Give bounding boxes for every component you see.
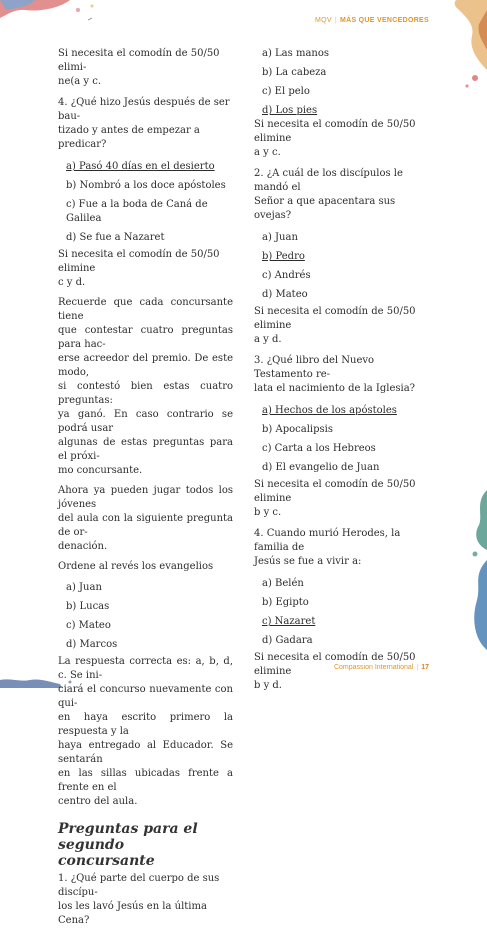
answer-option: b) La cabeza xyxy=(262,67,327,78)
text-line: ciará el concurso nuevamente con qui- xyxy=(58,684,233,709)
paragraph-instruction xyxy=(58,484,233,554)
answer-option: a) Las manos xyxy=(262,48,329,59)
page-number: 17 xyxy=(421,664,429,671)
question-line: 3. ¿Qué libro del Nuevo Testamento re- xyxy=(254,355,375,380)
question-line: 4. Cuando murió Herodes, la familia de xyxy=(254,528,401,553)
answer-correct: c) Nazaret xyxy=(262,616,316,627)
question-line: 4. ¿Qué hizo Jesús después de ser bau- xyxy=(58,97,230,122)
order-question: Ordene al revés los evangelios xyxy=(58,561,214,572)
answer-option: d) Mateo xyxy=(262,289,308,300)
hint-line: Si necesita el comodín de 50/50 elimine xyxy=(58,249,220,274)
hint-line: Si necesita el comodín de 50/50 elimine xyxy=(254,479,416,504)
text-line: denación. xyxy=(58,541,108,552)
answer-correct: a) Pasó 40 días en el desierto xyxy=(66,161,215,172)
text-line: en haya escrito primero la respuesta y la xyxy=(58,712,233,737)
text-line: La respuesta correcta es: a, b, d, c. Se ini- xyxy=(58,656,233,681)
text-line: mo concursante. xyxy=(58,465,143,476)
answer-option: c) Carta a los Hebreos xyxy=(262,443,376,454)
running-header: MQV | MÁS QUE VENCEDORES xyxy=(314,17,429,24)
text-line: centro del aula. xyxy=(58,796,138,807)
footer-org: Compassion International xyxy=(333,664,414,671)
hint-line: Si necesita el comodín de 50/50 elimine xyxy=(254,306,416,331)
hint-line: Si necesita el comodín de 50/50 elimi- xyxy=(58,48,220,73)
answer-option: a) Juan xyxy=(66,582,102,593)
answer-option: c) Andrés xyxy=(262,270,311,281)
hint-line: Si necesita el comodín de 50/50 elimine xyxy=(254,652,416,677)
answer-option: d) Se fue a Nazaret xyxy=(66,232,165,243)
answer-option: b) Lucas xyxy=(66,601,110,612)
hint-line: b y d. xyxy=(254,680,282,691)
paragraph-rules xyxy=(58,296,233,478)
left-column xyxy=(58,47,233,928)
question-line: lata el nacimiento de la Iglesia? xyxy=(254,383,416,394)
paragraph-answer xyxy=(58,655,233,809)
paint-splash-top-right xyxy=(427,0,487,95)
answer-option: b) Nombró a los doce apóstoles xyxy=(66,180,226,191)
answer-option: c) Mateo xyxy=(66,620,111,631)
page-footer: Compassion International | 17 xyxy=(333,664,429,671)
text-line: en las sillas ubicadas frente a frente en el xyxy=(58,768,233,793)
right-column xyxy=(254,47,431,693)
text-line: haya entregado al Educador. Se sentarán xyxy=(58,740,233,765)
hint-line: a y d. xyxy=(254,334,282,345)
hint-line: ne(a y c. xyxy=(58,76,102,87)
section-heading xyxy=(58,821,233,869)
header-section: MÁS QUE VENCEDORES xyxy=(339,17,429,24)
answer-correct: b) Pedro xyxy=(262,251,305,262)
answer-option: d) El evangelio de Juan xyxy=(262,462,380,473)
heading-line: Preguntas para el segundo xyxy=(58,821,198,853)
header-code: MQV xyxy=(314,17,332,24)
answer-option: c) El pelo xyxy=(262,86,310,97)
text-line: erse acreedor del premio. De este modo, xyxy=(58,353,233,378)
text-line: ya ganó. En caso contrario se podrá usar xyxy=(58,409,233,434)
answer-option: c) Fue a la boda de Caná de Galilea xyxy=(66,199,208,224)
text-line: Ahora ya pueden jugar todos los jóvenes xyxy=(58,485,233,510)
text-line: Recuerde que cada concursante tiene xyxy=(58,297,233,322)
answer-option: a) Juan xyxy=(262,232,298,243)
hint-line: a y c. xyxy=(254,147,281,158)
text-line: si contestó bien estas cuatro preguntas: xyxy=(58,381,233,406)
question-line: tizado y antes de empezar a predicar? xyxy=(58,125,200,150)
hint-line: c y d. xyxy=(58,277,86,288)
question-line: Jesús se fue a vivir a: xyxy=(254,556,362,567)
hint-line: Si necesita el comodín de 50/50 elimine xyxy=(254,119,416,144)
answer-option: b) Egipto xyxy=(262,597,309,608)
text-line: que contestar cuatro preguntas para hac- xyxy=(58,325,233,350)
answer-option: d) Gadara xyxy=(262,635,313,646)
answer-option: d) Marcos xyxy=(66,639,118,650)
text-line: del aula con la siguiente pregunta de or- xyxy=(58,513,233,538)
answer-option: b) Apocalipsis xyxy=(262,424,333,435)
paint-splash-top-left xyxy=(0,0,120,40)
question-line: Señor a que apacentara sus ovejas? xyxy=(254,196,396,221)
answer-correct: d) Los pies xyxy=(262,105,318,116)
heading-line: concursante xyxy=(58,853,155,869)
question-line: los les lavó Jesús en la última Cena? xyxy=(58,901,207,926)
answer-correct: a) Hechos de los apóstoles xyxy=(262,405,397,416)
question-line: 1. ¿Qué parte del cuerpo de sus discípu- xyxy=(58,873,220,898)
text-line: algunas de estas preguntas para el próxi- xyxy=(58,437,233,462)
question-line: 2. ¿A cuál de los discípulos le mandó el xyxy=(254,168,403,193)
paint-splash-bottom-right xyxy=(457,490,487,660)
hint-line: b y c. xyxy=(254,507,282,518)
answer-option: a) Belén xyxy=(262,578,304,589)
